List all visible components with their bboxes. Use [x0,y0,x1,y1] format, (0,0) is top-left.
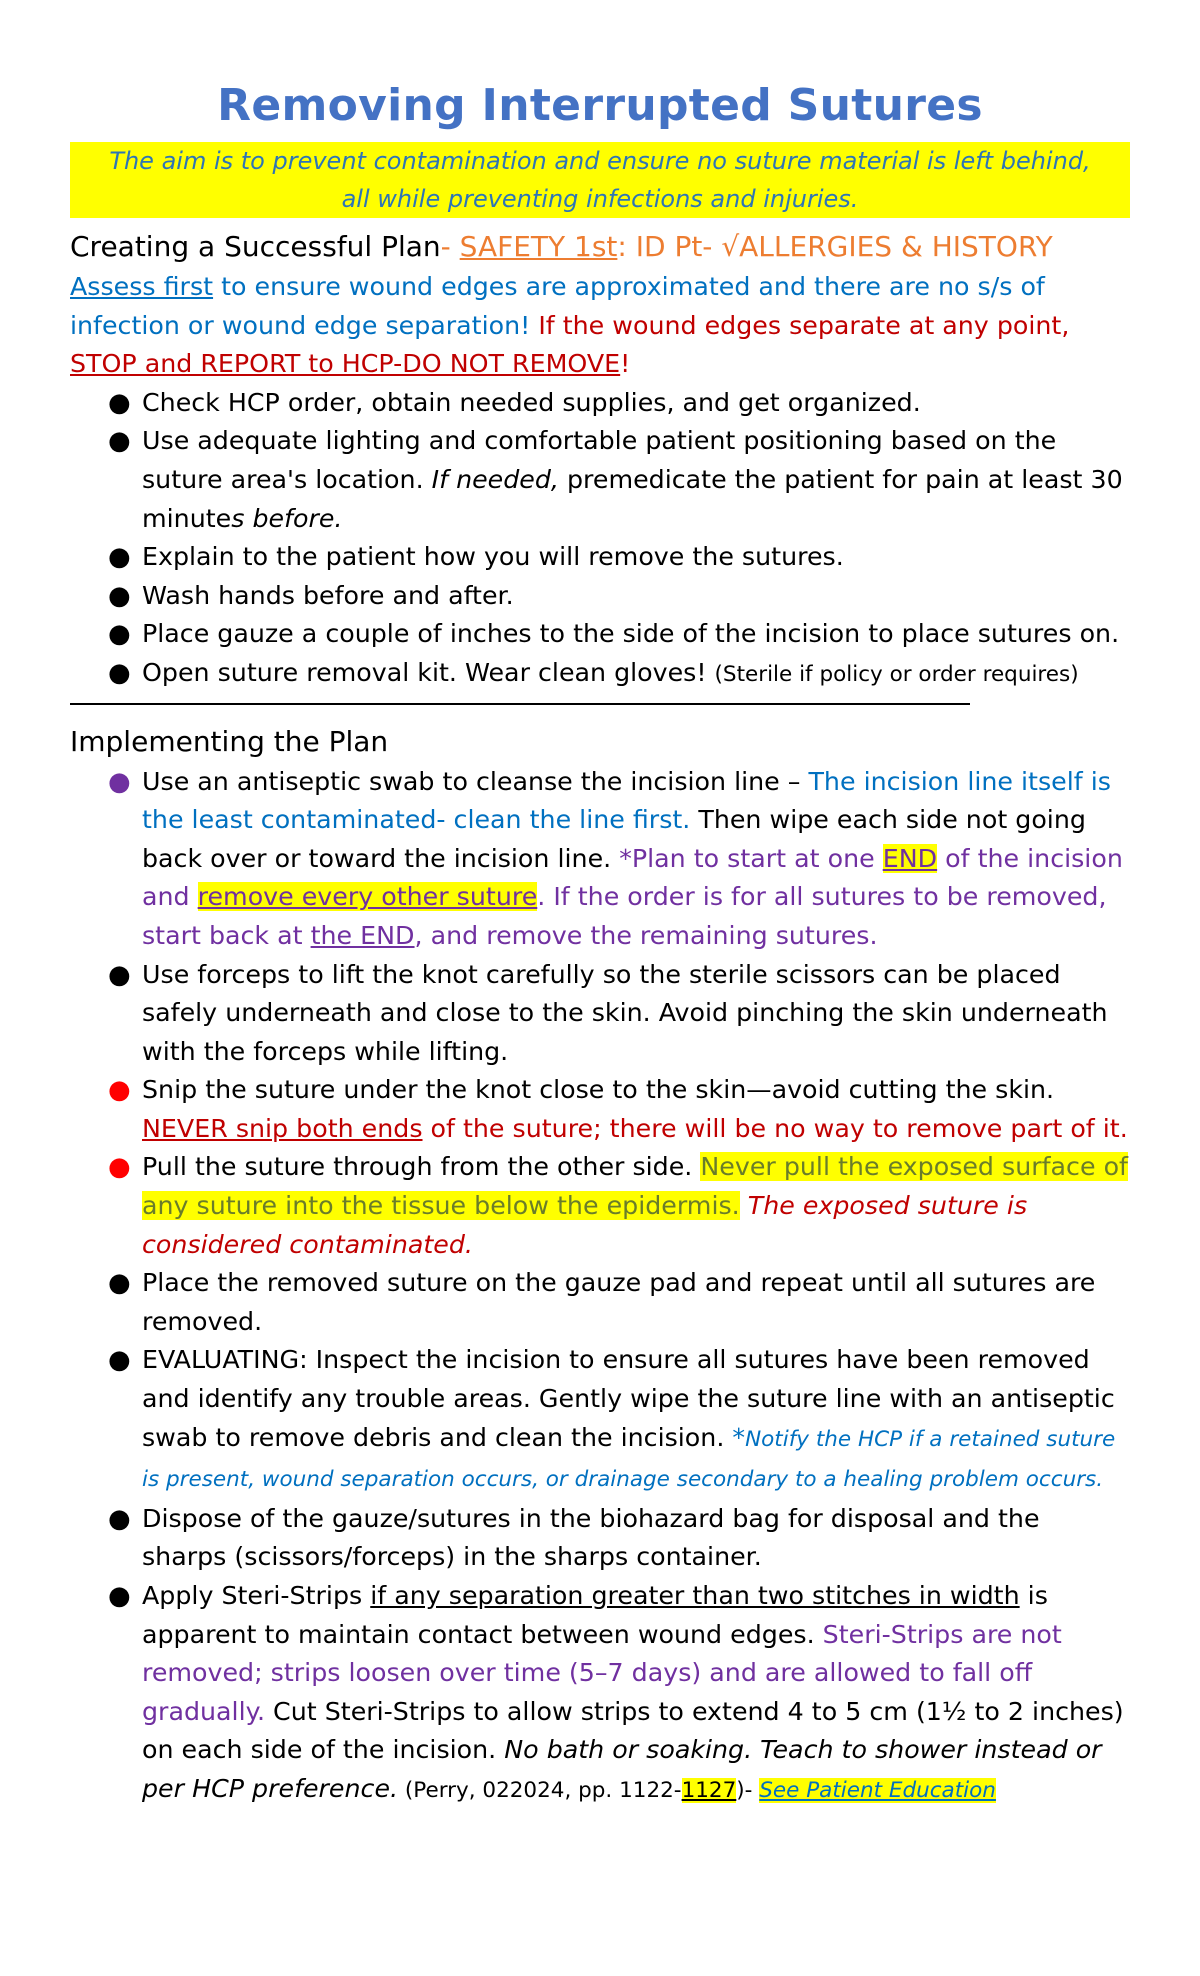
bullet-icon: ● [108,1503,131,1534]
list-item: ● EVALUATING: Inspect the incision to ensure all sutures have been removed and identify any trouble areas. Gently wipe the suture line with an antiseptic swab to remove debris and clean the incision. *Notify the HCP if a retained suture is present, wound separation occurs, or drainage secondary to a healing problem occurs. [70,1341,1130,1499]
safety-first: SAFETY 1st [459,230,618,263]
section-divider [70,703,970,705]
implement-list [70,763,1130,1811]
assess-paragraph: Assess first to ensure wound edges are approximated and there are no s/s of infection or wound edge separation! If the wound edges separate at any point, STOP and REPORT to HCP-DO NOT REMOVE! [70,272,1070,379]
list-item: ● Use adequate lighting and comfortable patient positioning based on the suture area's location. If needed, premedicate the patient for pain at least 30 minutes before. [70,422,1130,538]
checkmark-icon: √ [721,230,740,263]
list-item: ● Use an antiseptic swab to cleanse the incision line – The incision line itself is the least contaminated- clean the line first. Then wipe each side not going back over or toward the incision line. *Plan to start at one END of the incision and remove every other suture. If the order is for all sutures to be removed, start back at the END, and remove the remaining sutures. [70,763,1130,956]
every-other-highlight: remove every other suture [197,882,538,912]
list-item: ● Place gauze a couple of inches to the side of the incision to place sutures on. [70,615,1130,654]
never-pull-highlight: Never pull the exposed surface of any suture into the tissue below the epidermis. [142,1152,1128,1221]
bullet-icon: ● [108,766,131,797]
bullet-icon: ● [108,657,131,688]
page-title: Removing Interrupted Sutures [217,80,983,131]
aim-line-2: all while preventing infections and injuries. [341,185,859,213]
patient-education-link[interactable]: See Patient Education [759,1777,996,1803]
bullet-icon: ● [108,1268,131,1299]
stop-report-warning: STOP and REPORT to HCP-DO NOT REMOVE [70,349,621,379]
bullet-icon: ● [108,959,131,990]
plan-list [70,384,1130,695]
assess-first-link[interactable]: Assess first [70,272,214,301]
end-highlight: END [882,843,938,873]
bullet-icon: ● [108,542,131,573]
list-item: ● Apply Steri-Strips if any separation greater than two stitches in width is apparent to maintain contact between wound edges. Steri-Strips are not removed; strips loosen over time (5–7 days) and are allowed to fall off gradually. Cut Steri-Strips to allow strips to extend 4 to 5 cm (1½ to 2 inches) on each side of the incision. No bath or soaking. Teach to shower instead or per HCP preference. (Perry, 022024, pp. 1122-1127)- See Patient Education [70,1577,1130,1811]
bullet-icon: ● [108,580,131,611]
list-item: ● Pull the suture through from the other side. Never pull the exposed surface of any suture into the tissue below the epidermis. The exposed suture is considered contaminated. [70,1148,1130,1264]
aim-line-1: The aim is to prevent contamination and ensure no suture material is left behind, [109,147,1091,175]
list-item: ● Open suture removal kit. Wear clean gloves! (Sterile if policy or order requires) [70,654,1130,695]
list-item: ● Explain to the patient how you will remove the sutures. [70,538,1130,577]
bullet-icon: ● [108,1152,131,1183]
bullet-icon: ● [108,1345,131,1376]
bullet-icon: ● [108,619,131,650]
list-item: ● Place the removed suture on the gauze pad and repeat until all sutures are removed. [70,1264,1130,1341]
list-item: ● Dispose of the gauze/sutures in the biohazard bag for disposal and the sharps (scissors/forceps) in the sharps container. [70,1500,1130,1577]
list-item: ● Use forceps to lift the knot carefully so the sterile scissors can be placed safely underneath and close to the skin. Avoid pinching the skin underneath with the forceps while lifting. [70,956,1130,1072]
list-item: ● Snip the suture under the knot close to the skin—avoid cutting the skin. NEVER snip both ends of the suture; there will be no way to remove part of it. [70,1071,1130,1148]
bullet-icon: ● [108,1075,131,1106]
document-page [70,76,1130,1811]
bullet-icon: ● [108,387,131,418]
bullet-icon: ● [108,1581,131,1611]
implement-heading: Implementing the Plan [70,724,389,758]
aim-banner [70,142,1130,218]
bullet-icon: ● [108,426,131,457]
plan-heading: Creating a Successful Plan- SAFETY 1st: ID Pt- √ALLERGIES & HISTORY [70,230,1053,263]
list-item: ● Wash hands before and after. [70,577,1130,616]
list-item: ● Check HCP order, obtain needed supplies, and get organized. [70,384,1130,423]
